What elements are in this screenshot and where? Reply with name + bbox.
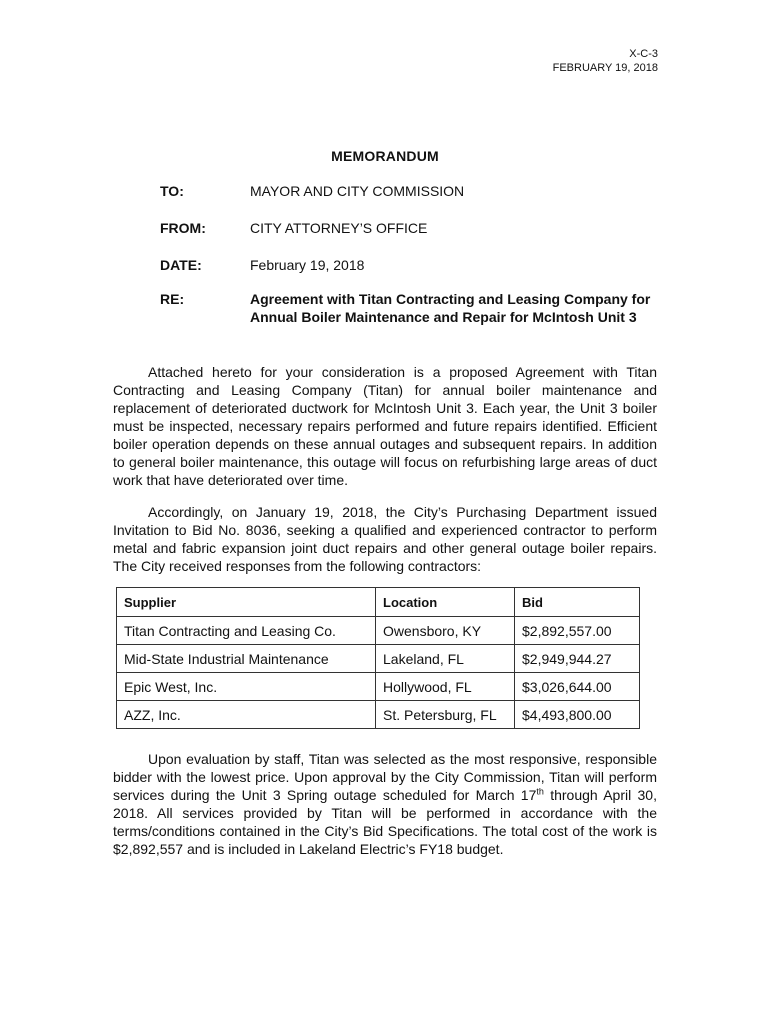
evaluation-text-a: Upon evaluation by staff, Titan was selected as the most responsive, responsible bidder with the lowest price. Upon approval by the City Commission, Titan will perform services during the Unit 3 Spring outage scheduled for March 17 xyxy=(113,751,657,803)
location-cell: Hollywood, FL xyxy=(376,673,515,701)
bid-cell: $2,949,944.27 xyxy=(515,645,640,673)
bid-cell: $2,892,557.00 xyxy=(515,617,640,645)
re-value: Agreement with Titan Contracting and Leasing Company for Annual Boiler Maintenance and Repair for McIntosh Unit 3 xyxy=(250,291,651,325)
re-label: RE: xyxy=(160,291,185,307)
header-location: Location xyxy=(376,588,515,617)
page-header xyxy=(553,47,658,75)
location-cell: St. Petersburg, FL xyxy=(376,701,515,729)
header-supplier: Supplier xyxy=(117,588,376,617)
location-cell: Owensboro, KY xyxy=(376,617,515,645)
location-cell: Lakeland, FL xyxy=(376,645,515,673)
table-row xyxy=(117,701,640,729)
header-bid: Bid xyxy=(515,588,640,617)
agenda-code: X-C-3 xyxy=(629,48,658,60)
from-label: FROM: xyxy=(160,220,206,236)
paragraph-evaluation xyxy=(113,750,657,858)
paragraph-bid-invitation: Accordingly, on January 19, 2018, the City’s Purchasing Department issued Invitation to Bid No. 8036, seeking a qualified and experienced contractor to perform metal and fabric expansion joint duct repairs and other general outage boiler repairs. The City received responses from the following contractors: xyxy=(113,504,657,574)
ordinal-suffix: th xyxy=(536,786,544,797)
table-row xyxy=(117,645,640,673)
to-label: TO: xyxy=(160,183,184,199)
table-header-row xyxy=(117,588,640,617)
bid-cell: $4,493,800.00 xyxy=(515,701,640,729)
header-date: FEBRUARY 19, 2018 xyxy=(552,62,658,74)
table-row xyxy=(117,673,640,701)
bid-cell: $3,026,644.00 xyxy=(515,673,640,701)
paragraph-intro: Attached hereto for your consideration is a proposed Agreement with Titan Contracting and Leasing Company (Titan) for annual boiler maintenance and replacement of deteriorated ductwork for McIntosh Unit 3. Each year, the Unit 3 boiler must be inspected, necessary repairs performed and future repairs identified. Efficient boiler operation depends on these annual outages and subsequent repairs. In addition to general boiler maintenance, this outage will focus on refurbishing large areas of duct work that have deteriorated over time. xyxy=(113,364,657,488)
supplier-cell: Epic West, Inc. xyxy=(117,673,376,701)
memo-title: MEMORANDUM xyxy=(331,148,439,164)
supplier-cell: Titan Contracting and Leasing Co. xyxy=(117,617,376,645)
supplier-cell: AZZ, Inc. xyxy=(117,701,376,729)
supplier-cell: Mid-State Industrial Maintenance xyxy=(117,645,376,673)
bids-table xyxy=(116,587,640,729)
date-label: DATE: xyxy=(160,257,202,273)
table-row xyxy=(117,617,640,645)
date-value: February 19, 2018 xyxy=(250,257,365,273)
evaluation-text-b: through April 30, 2018. All services provided by Titan will be performed in accordance with the terms/conditions contained in the City’s Bid Specifications. The total cost of the work is $2,892,557 and is included in Lakeland Electric’s FY18 budget. xyxy=(113,787,657,857)
to-value: MAYOR AND CITY COMMISSION xyxy=(250,183,465,199)
from-value: CITY ATTORNEY’S OFFICE xyxy=(250,220,428,236)
